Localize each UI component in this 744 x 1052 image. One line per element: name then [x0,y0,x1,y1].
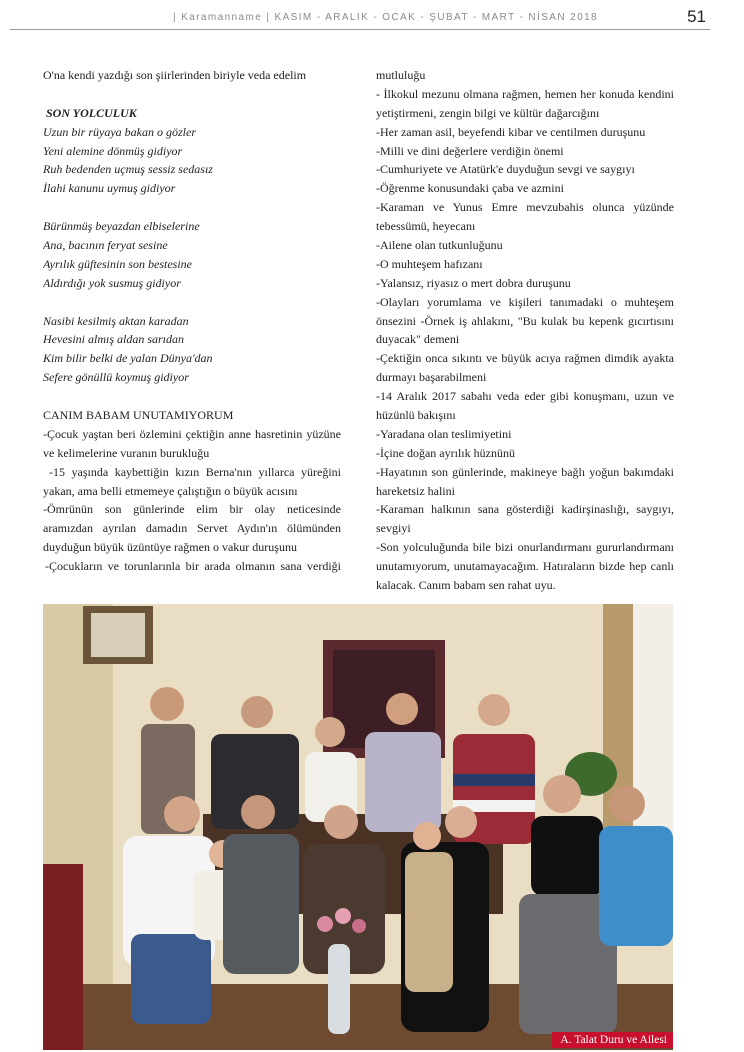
body-line: -Çocuk yaştan beri özlemini çektiğin anne hasretinin yüzüne [43,426,341,441]
body-line: -Cumhuriyete ve Atatürk'e duyduğun sevgi ve saygıyı [376,162,635,177]
body-line: -O muhteşem hafızanı [376,256,483,271]
poem-line: Nasibi kesilmiş aktan karadan [43,313,189,328]
body-line: kalacak. Canım babam sen rahat uyu. [376,578,556,593]
body-line: hareketsiz halini [376,483,455,498]
body-line: hüzünlü bakışını [376,408,456,423]
body-line: ve kelimelerine vuranın burukluğu [43,445,210,460]
body-line: -Olayları yorumlama ve kişileri tanımadaki o muhteşem [376,294,674,309]
body-line: mutluluğu [376,68,426,82]
body-line: -14 Aralık 2017 sabahı veda eder gibi konuşmanı, uzun ve [376,389,674,404]
body-line: -Karaman halkının sana gösterdiği kadirşinaslığı, saygıyı, [376,502,674,517]
poem-line: Uzun bir rüyaya bakan o gözler [43,124,196,139]
poem-line: İlahi kanunu uymuş gidiyor [43,181,176,196]
photo-caption: A. Talat Duru ve Ailesi [552,1032,673,1048]
body-line: -Milli ve dini değerlere verdiğin önemi [376,143,564,158]
poem-line: Ana, bacının feryat sesine [43,238,168,253]
page-header [10,8,710,30]
body-line: yetiştirmeni, zengin bilgi ve kültür dağarcığını [376,105,600,120]
body-line: -15 yaşında kaybettiğin kızın Berna'nın yıllarca yüreğini [49,464,341,479]
left-column [43,66,341,576]
body-line: tebessümü, heyecanı [376,219,476,234]
body-line: -İçine doğan ayrılık hüznünü [376,445,515,460]
right-column [376,66,674,595]
poem-line: Yeni alemine dönmüş gidiyor [43,143,183,158]
body-line: sevgiyi [376,521,411,536]
body-line: -Öğrenme konusundaki çaba ve azmini [376,181,564,196]
section-title: CANIM BABAM UNUTAMIYORUM [43,408,234,423]
body-line: önsezini -Örnek iş ahlakını, "Bu kulak bu kepenk gıcırtısını [376,313,674,328]
body-line: - İlkokul mezunu olmana rağmen, hemen her konuda kendini [376,86,674,101]
header-rule [10,29,710,30]
body-line: -Ömrünün son günlerinde elim bir olay neticesinde [43,502,341,517]
body-line: -Yaradana olan teslimiyetini [376,426,512,441]
poem-line: Hevesini almış aldan sarıdan [43,332,184,347]
body-line: -Ailene olan tutkunluğunu [376,238,503,253]
body-line: -Çektiğin onca sıkıntı ve büyük acıya rağmen dimdik ayakta [376,351,674,366]
body-line: duyacak" demeni [376,332,460,347]
poem-line: Bürünmüş beyazdan elbiselerine [43,219,200,234]
poem-line: Ayrılık güftesinin son bestesine [43,256,192,271]
body-line: aramızdan ayrılan damadın Servet Aydın'ın ölümünden [43,521,341,536]
body-line: unutamıyorum, unutamayacağım. Hatıraların bizde hep canlı [376,559,674,574]
poem-line: Sefere gönüllü koymuş gidiyor [43,370,189,385]
header-text: | Karamanname | KASIM - ARALIK - OCAK - ŞUBAT - MART - NİSAN 2018 [173,12,599,23]
body-line: -Son yolculuğunda bile bizi onurlandırmanı gururlandırmanı [376,540,674,555]
poem-line: Aldırdığı yok susmuş gidiyor [43,275,181,290]
body-line: durmayı başarabilmeni [376,370,487,385]
poem-title: SON YOLCULUK [46,105,137,120]
intro-line: O'na kendi yazdığı son şiirlerinden biriyle veda edelim [43,68,307,82]
body-line: -Yalansız, riyasız o mert dobra duruşunu [376,275,571,290]
body-line: -Karaman ve Yunus Emre mevzubahis olunca yüzünde [376,200,674,215]
page-number: 51 [687,7,706,26]
body-line: -Her zaman asil, beyefendi kibar ve centilmen duruşunu [376,124,646,139]
body-line: -Hayatının son günlerinde, makineye bağlı yoğun bakımdaki [376,464,674,479]
body-line: yakan, ama belli etmemeye çalıştığın o büyük acısını [43,483,298,498]
family-photo [43,604,673,1050]
body-line: duyduğun büyük üzüntüye rağmen o vakur duruşunu [43,540,297,555]
poem-line: Kim bilir belki de yalan Dünya'dan [43,351,213,366]
family-photo-illustration [43,604,673,1050]
poem-line: Ruh bedenden uçmuş sessiz sedasız [43,162,213,177]
body-line: -Çocukların ve torunlarınla bir arada olmanın sana verdiği [45,559,341,574]
